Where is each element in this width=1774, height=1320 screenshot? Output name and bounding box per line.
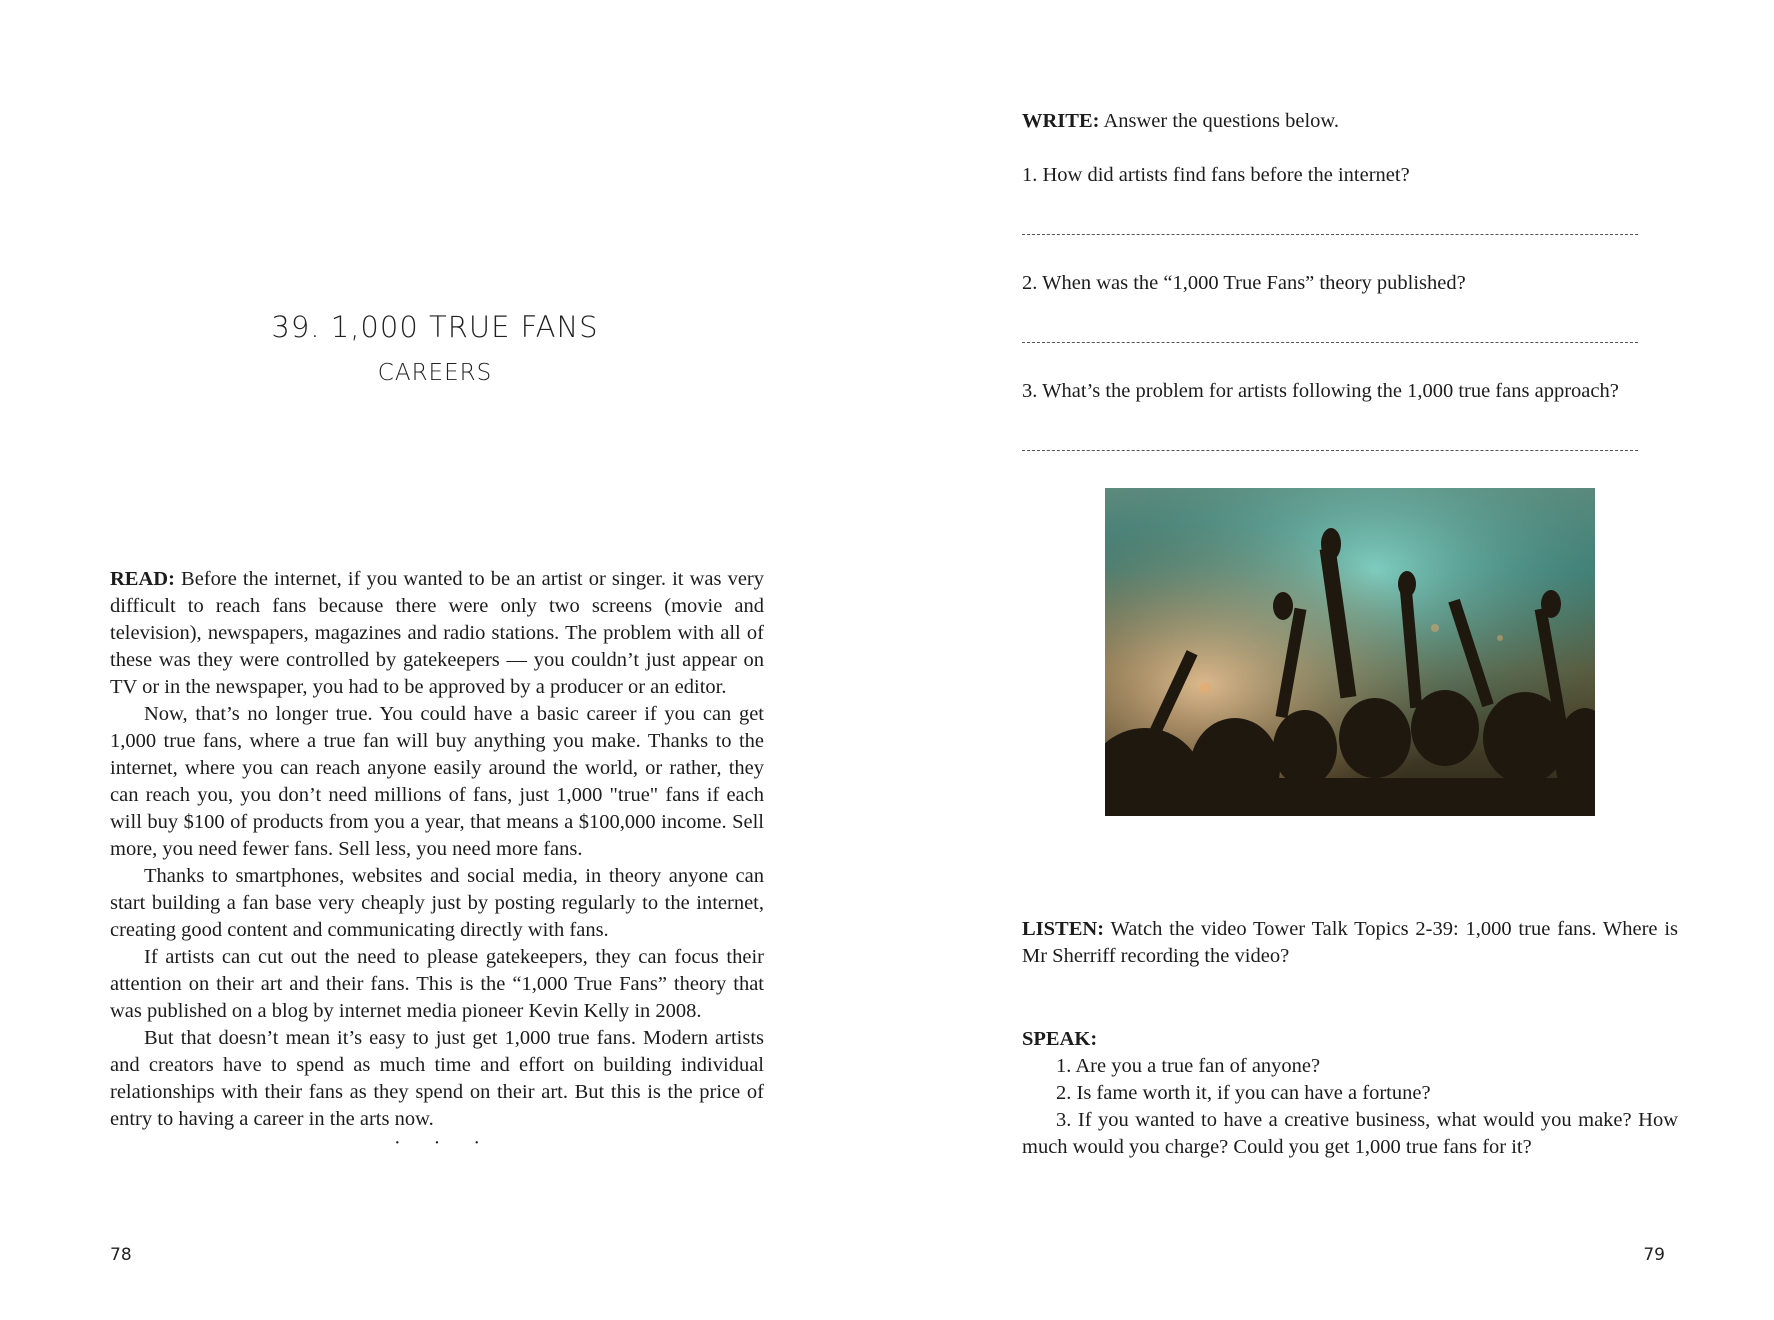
chapter-subtitle: CAREERS <box>377 360 493 386</box>
speak-question-1: 1. Are you a true fan of anyone? <box>1056 1055 1321 1077</box>
read-paragraph: Thanks to smartphones, websites and social media, in theory anyone can start building a fan base very cheaply just by posting regularly to the internet, creating good content and communicating directly with fans. <box>110 865 764 941</box>
write-instruction: Answer the questions below. <box>1103 110 1339 132</box>
read-paragraph <box>110 566 764 701</box>
chapter-heading <box>0 310 870 386</box>
listen-section <box>1022 916 1678 970</box>
page-number: 78 <box>110 1245 132 1265</box>
read-section <box>110 566 765 1154</box>
speak-question-3: 3. If you wanted to have a creative business, what would you make? How much would you charge? Could you get 1,000 true fans for it? <box>1022 1109 1678 1158</box>
answer-line-1[interactable] <box>1022 214 1678 235</box>
question-1: 1. How did artists find fans before the internet? <box>1022 164 1410 186</box>
read-label: READ: <box>110 568 175 590</box>
listen-label: LISTEN: <box>1022 918 1105 940</box>
section-separator: · · · <box>394 1132 494 1154</box>
speak-question-2: 2. Is fame worth it, if you can have a fortune? <box>1056 1082 1431 1104</box>
speak-label: SPEAK: <box>1022 1028 1098 1050</box>
answer-line-2[interactable] <box>1022 322 1678 343</box>
read-paragraph: Now, that’s no longer true. You could have a basic career if you can get 1,000 true fans, where a true fan will buy anything you make. Thanks to the internet, where you can reach anyone easily around the world, or rather, they can reach you, you don’t need millions of fans, just 1,000 "true" fans if each will buy $100 of products from you a year, that means a $100,000 income. Sell more, you need fewer fans. Sell less, you need more fans. <box>110 703 764 860</box>
listen-text: Watch the video Tower Talk Topics 2-39: 1,000 true fans. Where is Mr Sherriff recording the video? <box>1022 918 1678 967</box>
write-heading <box>1022 108 1678 135</box>
question-3: 3. What’s the problem for artists following the 1,000 true fans approach? <box>1022 380 1619 402</box>
right-page <box>887 0 1774 1320</box>
chapter-title: 39. 1,000 TRUE FANS <box>271 310 599 344</box>
question-2: 2. When was the “1,000 True Fans” theory published? <box>1022 272 1466 294</box>
read-paragraph-text: Before the internet, if you wanted to be an artist or singer. it was very difficult to reach fans because there were only two screens (movie and television), newspapers, magazines and radio stations. The problem with all of these was they were controlled by gatekeepers — you couldn’t just appear on TV or in the newspaper, you had to be approved by a producer or an editor. <box>110 568 765 698</box>
read-paragraph: If artists can cut out the need to please gatekeepers, they can focus their attention on their art and their fans. This is the “1,000 True Fans” theory that was published on a blog by internet media pioneer Kevin Kelly in 2008. <box>110 946 764 1022</box>
write-label: WRITE: <box>1022 110 1100 132</box>
read-paragraph: But that doesn’t mean it’s easy to just get 1,000 true fans. Modern artists and creators have to spend as much time and effort on building individual relationships with their fans as they spend on their art. But this is the price of entry to having a career in the arts now. <box>110 1027 764 1130</box>
speak-section <box>1022 1026 1678 1161</box>
page-number: 79 <box>1643 1245 1665 1265</box>
concert-crowd-photo <box>1105 488 1595 816</box>
answer-line-3[interactable] <box>1022 430 1678 451</box>
